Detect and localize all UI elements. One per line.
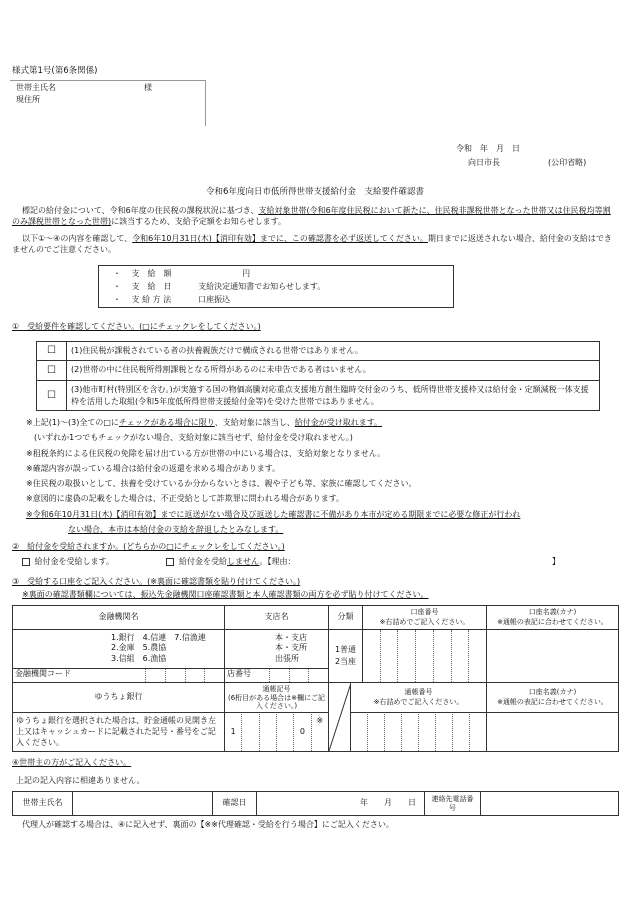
intro-p2-underlined: 令和6年10月31日(木)【消印有効】までに、この確認書を必ず返送してください。 (132, 234, 428, 243)
bank-input-row (13, 630, 619, 669)
yucho-number-header (351, 683, 487, 713)
summary-row-method (113, 295, 230, 306)
issuer-name: 向日市長 (468, 158, 500, 167)
yucho-input-row (13, 713, 619, 752)
yucho-holder-header (487, 683, 619, 713)
reason-close-bracket: 】 (552, 557, 560, 566)
honorific: 様 (144, 83, 152, 92)
receive-no-checkbox[interactable] (166, 558, 174, 566)
note-line: ※確認内容が誤っている場合は給付金の返還を求める場合があります。 (26, 463, 281, 473)
receive-yes-label: 給付金を受給します。 (34, 557, 114, 566)
bullet: ・ (113, 269, 121, 278)
head-name-label: 世帯主氏名 (13, 792, 73, 816)
section-3-title: ③ 受給する口座をご記入ください。(※裏面に確認書類を貼り付けてください。) (12, 577, 301, 586)
confirm-statement: 上記の記入内容に相違ありません。 (16, 776, 145, 785)
yucho-symbol-cells (225, 714, 328, 751)
payment-summary-box (98, 265, 454, 308)
eligibility-item-3: (3)他市町村(特別区を含む。)が実施する国の物価高騰対応重点支援地方創生臨時交付金のうち、低所得世帯支援枠又は給付金・定額減税一体支援枠を活用した取組(令和5年度低所得世帯支援給付金等)を受けた世帯ではありません。 (67, 381, 600, 411)
account-number-label: 口座番号 (410, 608, 439, 617)
intro-p1-end: に該当するため、支給予定額をお知らせします。 (111, 216, 286, 226)
yucho-name-header: ゆうちょ銀行 (13, 683, 225, 713)
reason-label: 。【理由： (259, 557, 296, 566)
eligibility-item-2: (2)世帯の中に住民税所得割課税となる所得があるのに未申告である者はいません。 (67, 361, 600, 381)
summary-value: 支給決定通知書でお知らせします。 (198, 282, 326, 291)
account-digit-boxes (363, 630, 486, 682)
address-label: 現住所 (16, 95, 40, 104)
type-header: 分類 (329, 606, 363, 630)
bank-code-cells (13, 669, 224, 682)
branch-type-line: 本・支所 (275, 643, 307, 653)
intro-p2-end: 期日までに返送されない場合、給付金の支給はできませんのでご注意ください。 (12, 234, 612, 254)
note-underlined: 給付金が受け取れます。 (294, 418, 383, 427)
intro-p2-start: 以下①～④の内容を確認して、 (22, 234, 133, 243)
branch-type-line: 出張所 (275, 654, 299, 664)
signature-table (12, 791, 619, 816)
intro-p1-underlined: 支給対象世帯(令和6年度住民税において新たに、住民税非課税世帯となった世帯又は住民税均等割のみ課税世帯となった世帯) (12, 206, 611, 226)
proxy-note: 代理人が確認する場合は、④に記入せず、裏面の【※※代理確認・受給を行う場合】にご記入ください。 (22, 820, 394, 829)
deadline-note-cont: ない場合、本市は本給付金の支給を辞退したとみなします。 (68, 525, 284, 535)
summary-value: 口座振込 (198, 295, 231, 304)
yucho-header-row (13, 683, 619, 713)
diagonal-line-icon (329, 683, 351, 751)
yucho-divider (329, 683, 351, 752)
head-name-field[interactable] (73, 792, 213, 816)
section-4-title: ④世帯主の方がご記入ください。 (12, 758, 132, 767)
yucho-symbol-prefix: 1 (225, 714, 242, 751)
account-number-note: ※右詰めでご記入ください。 (379, 617, 470, 626)
phone-label: 連絡先電話番号 (425, 792, 481, 816)
section-1-notes (26, 415, 620, 537)
account-kind-options[interactable] (329, 630, 363, 683)
summary-row-date (113, 282, 325, 293)
bank-header-row (13, 606, 619, 630)
account-number-field[interactable] (363, 630, 487, 683)
bank-account-table (12, 605, 619, 683)
document-title: 令和6年度向日市低所得世帯支援給付金 支給要件確認書 (206, 187, 424, 197)
yucho-symbol-note: (6桁目がある場合は※欄にご記入ください。) (227, 693, 326, 710)
branch-number-label: 店番号 (227, 668, 251, 678)
bank-type-options[interactable] (13, 630, 225, 669)
phone-field[interactable] (481, 792, 619, 816)
bank-type-line: 1.銀行 4.信連 7.信漁連 (111, 632, 206, 642)
eligibility-row (37, 342, 600, 361)
intro-paragraph-1 (12, 206, 616, 228)
yucho-symbol-zero: 0 (294, 714, 311, 751)
note-line: ※租税条約による住民税の免除を届け出ている方が世帯の中にいる場合は、支給対象となりません。 (26, 448, 386, 458)
section-1-title: ① 受給要件を確認してください。(□にチェックレをしてください。) (12, 322, 261, 331)
yucho-holder-note: ※通帳の表記に合わせてください。 (497, 697, 608, 706)
section-3-note: ※裏面の確認書類欄については、振込先金融機関口座確認書類と本人確認書類の両方を必ず貼り付けてください。 (22, 590, 429, 599)
account-kind-ordinary: 1普通 (334, 645, 357, 654)
seal-note: (公印省略) (548, 158, 587, 167)
eligibility-row (37, 381, 600, 411)
note-line: ※意図的に虚偽の記載をした場合は、不正受給として詐欺罪に問われる場合があります。 (26, 494, 345, 504)
yucho-holder-field[interactable] (487, 713, 619, 752)
account-holder-label: 口座名義(カナ) (528, 608, 577, 617)
receive-no-underlined: しません (227, 557, 260, 566)
account-number-header (363, 606, 487, 630)
summary-label: 支 給 日 (131, 282, 172, 291)
account-kind-current: 2当座 (334, 657, 357, 666)
deadline-note: ※令和6年10月31日(木)【消印有効】までに返送がない場合及び返送した確認書に不備があり本市が定める期限までに必要な修正が行われ (26, 509, 521, 519)
summary-value: 円 (242, 269, 251, 278)
bullet: ・ (113, 282, 121, 291)
yucho-number-label: 通帳番号 (404, 688, 433, 697)
bank-code-label: 金融機関コード (15, 668, 71, 678)
form-number: 様式第1号(第6条関係) (12, 66, 98, 76)
yucho-number-field[interactable] (351, 713, 487, 752)
eligibility-item-1: (1)住民税が課税されている者の扶養親族だけで構成される世帯ではありません。 (67, 342, 600, 361)
yucho-table (12, 682, 619, 752)
bank-type-line: 3.信組 6.漁協 (111, 654, 167, 664)
bank-name-header: 金融機関名 (13, 606, 225, 630)
addressee-box (10, 80, 206, 126)
issue-date: 令和 年 月 日 (456, 144, 520, 153)
eligibility-row (37, 361, 600, 381)
note-line: (いずれか1つでもチェックがない場合、支給対象に該当せず、給付金を受け取れません。) (26, 433, 353, 443)
eligibility-checkbox-1[interactable]: ☐ (37, 342, 67, 361)
yucho-symbol-mark: ※ (316, 715, 324, 725)
signature-row (13, 792, 619, 816)
confirm-date-label: 確認日 (213, 792, 257, 816)
eligibility-table (36, 341, 600, 411)
yucho-number-cells (351, 714, 486, 751)
yucho-instruction: ゆうちょ銀行を選択された場合は、貯金通帳の見開き左上又はキャッシュカードに記載された記号・番号をご記入ください。 (13, 713, 225, 752)
yucho-symbol-header (225, 683, 329, 713)
eligibility-checkbox-3[interactable]: ☐ (37, 381, 67, 411)
eligibility-checkbox-2[interactable]: ☐ (37, 361, 67, 381)
receive-options (22, 557, 612, 568)
receive-yes-checkbox[interactable] (22, 558, 30, 566)
note-line: ※住民税の取扱いとして、扶養を受けているか分からないときは、親や子ども等、家族に確認してください。 (26, 479, 417, 489)
note-text: 、支給対象に該当し、 (214, 418, 295, 427)
branch-header: 支店名 (225, 606, 329, 630)
note-underlined: チェックがある場合に限り (118, 418, 215, 427)
receive-no-label: 給付金を受給 (179, 557, 227, 566)
head-name-label: 世帯主氏名 (16, 83, 56, 92)
yucho-symbol-field[interactable] (225, 713, 329, 752)
intro-p1-start: 標記の給付金について、令和6年度の住民税の課税状況に基づき、 (22, 206, 259, 215)
branch-type-line: 本・支店 (275, 632, 307, 642)
yucho-holder-label: 口座名義(カナ) (528, 688, 577, 697)
summary-row-amount (113, 269, 250, 280)
note-line (26, 415, 620, 430)
bank-code-field[interactable] (13, 668, 225, 682)
yucho-symbol-label: 通帳記号 (262, 685, 291, 694)
section-2-title: ② 給付金を受給されますか。(どちらかの□にチェックレをしてください。) (12, 542, 285, 551)
bullet: ・ (113, 295, 121, 304)
account-holder-header (487, 606, 619, 630)
summary-label: 支 給 方 法 (131, 295, 172, 304)
confirm-date-field[interactable]: 年 月 日 (257, 792, 425, 816)
summary-label: 支 給 額 (131, 269, 172, 278)
intro-paragraph-2 (12, 234, 616, 256)
account-holder-note: ※通帳の表記に合わせてください。 (497, 617, 608, 626)
branch-type-options[interactable] (225, 630, 329, 669)
note-text: ※上記(1)～(3)全ての□に (26, 418, 119, 427)
bank-type-line: 2.金庫 5.農協 (111, 643, 167, 653)
account-holder-field[interactable] (487, 630, 619, 683)
branch-number-cells (225, 669, 328, 682)
branch-number-field[interactable] (225, 668, 329, 682)
yucho-number-note: ※右詰めでご記入ください。 (373, 697, 464, 706)
